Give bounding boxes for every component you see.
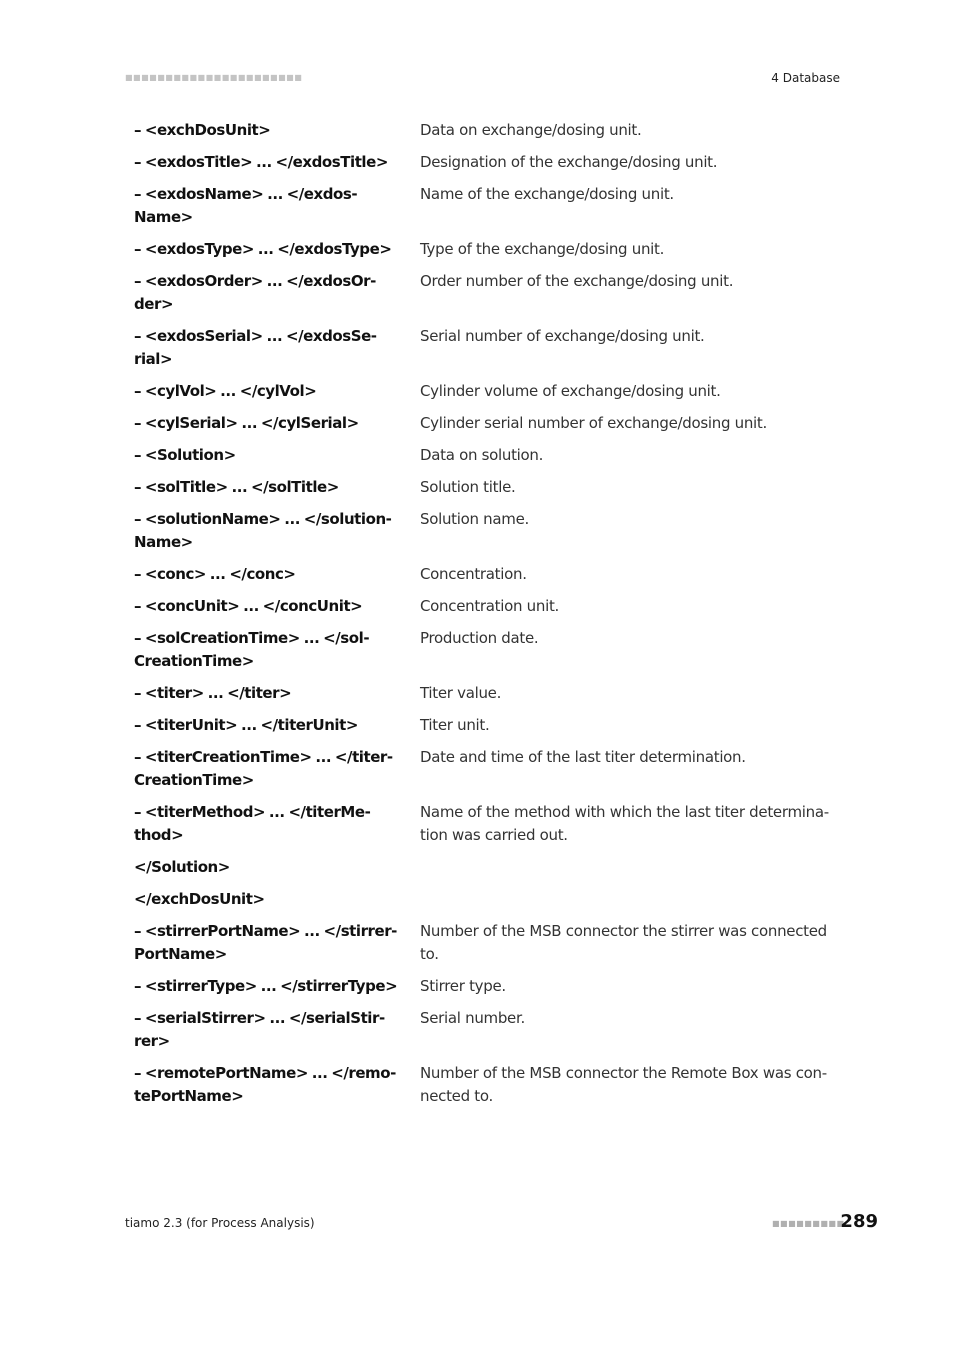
xml-element-term: – <remotePortName> ... </remo- tePortName> [134, 1064, 396, 1105]
definition-row [134, 563, 844, 586]
definition-row [134, 325, 844, 371]
definition-row [134, 856, 844, 879]
xml-element-term: </Solution> [134, 858, 230, 876]
definition-row [134, 508, 844, 554]
xml-element-term: – <cylVol> ... </cylVol> [134, 382, 317, 400]
term-description: Name of the method with which the last titer determina- tion was carried out. [420, 803, 829, 844]
term-description: Solution title. [420, 478, 516, 496]
xml-element-term: – <exdosType> ... </exdosType> [134, 240, 392, 258]
definition-row [134, 1007, 844, 1053]
xml-element-term: – <titer> ... </titer> [134, 684, 292, 702]
header-decoration: ■■■■■■■■■■■■■■■■■■■■■■ [125, 73, 303, 82]
definition-row [134, 151, 844, 174]
term-description: Date and time of the last titer determination. [420, 748, 746, 766]
xml-element-term: – <solCreationTime> ... </sol- CreationTime> [134, 629, 370, 670]
term-description: Designation of the exchange/dosing unit. [420, 153, 718, 171]
definition-row [134, 714, 844, 737]
definition-row [134, 682, 844, 705]
definition-row [134, 920, 844, 966]
xml-element-term: </exchDosUnit> [134, 890, 265, 908]
definition-row [134, 627, 844, 673]
definition-row [134, 119, 844, 142]
chapter-title: 4 Database [771, 71, 840, 85]
definition-row [134, 888, 844, 911]
term-description: Order number of the exchange/dosing unit. [420, 272, 734, 290]
definition-row [134, 476, 844, 499]
xml-element-term: – <serialStirrer> ... </serialStir- rer> [134, 1009, 385, 1050]
term-description: Production date. [420, 629, 539, 647]
xml-element-term: – <cylSerial> ... </cylSerial> [134, 414, 359, 432]
term-description: Data on solution. [420, 446, 544, 464]
term-description: Cylinder serial number of exchange/dosing unit. [420, 414, 767, 432]
term-description [420, 856, 838, 879]
xml-element-term: – <titerCreationTime> ... </titer- CreationTime> [134, 748, 393, 789]
term-description: Number of the MSB connector the Remote Box was con- nected to. [420, 1064, 827, 1105]
xml-element-term: – <titerUnit> ... </titerUnit> [134, 716, 358, 734]
term-description: Cylinder volume of exchange/dosing unit. [420, 382, 721, 400]
xml-element-term: – <exchDosUnit> [134, 121, 271, 139]
definition-list [134, 119, 844, 1117]
definition-row [134, 238, 844, 261]
term-description: Concentration unit. [420, 597, 560, 615]
term-description: Titer unit. [420, 716, 490, 734]
definition-row [134, 412, 844, 435]
term-description: Serial number. [420, 1009, 525, 1027]
term-description: Data on exchange/dosing unit. [420, 121, 642, 139]
xml-element-term: – <exdosTitle> ... </exdosTitle> [134, 153, 388, 171]
definition-row [134, 270, 844, 316]
term-description [420, 888, 838, 911]
xml-element-term: – <Solution> [134, 446, 236, 464]
xml-element-term: – <stirrerPortName> ... </stirrer- PortName> [134, 922, 397, 963]
term-description: Type of the exchange/dosing unit. [420, 240, 665, 258]
xml-element-term: – <conc> ... </conc> [134, 565, 296, 583]
term-description: Serial number of exchange/dosing unit. [420, 327, 705, 345]
definition-row [134, 595, 844, 618]
definition-row [134, 801, 844, 847]
term-description: Name of the exchange/dosing unit. [420, 185, 674, 203]
xml-element-term: – <exdosSerial> ... </exdosSe- rial> [134, 327, 377, 368]
term-description: Titer value. [420, 684, 502, 702]
xml-element-term: – <exdosName> ... </exdos- Name> [134, 185, 358, 226]
xml-element-term: – <concUnit> ... </concUnit> [134, 597, 363, 615]
definition-row [134, 975, 844, 998]
definition-row [134, 1062, 844, 1108]
term-description: Stirrer type. [420, 977, 506, 995]
definition-row [134, 380, 844, 403]
definition-row [134, 746, 844, 792]
xml-element-term: – <exdosOrder> ... </exdosOr- der> [134, 272, 376, 313]
term-description: Concentration. [420, 565, 527, 583]
definition-row [134, 183, 844, 229]
page-number: 289 [840, 1211, 878, 1232]
definition-row [134, 444, 844, 467]
footer-decoration: ■■■■■■■■■ [772, 1219, 845, 1228]
xml-element-term: – <titerMethod> ... </titerMe- thod> [134, 803, 371, 844]
xml-element-term: – <solutionName> ... </solution- Name> [134, 510, 392, 551]
xml-element-term: – <stirrerType> ... </stirrerType> [134, 977, 398, 995]
xml-element-term: – <solTitle> ... </solTitle> [134, 478, 339, 496]
term-description: Number of the MSB connector the stirrer was connected to. [420, 922, 827, 963]
term-description: Solution name. [420, 510, 529, 528]
footer-product-title: tiamo 2.3 (for Process Analysis) [125, 1216, 315, 1230]
